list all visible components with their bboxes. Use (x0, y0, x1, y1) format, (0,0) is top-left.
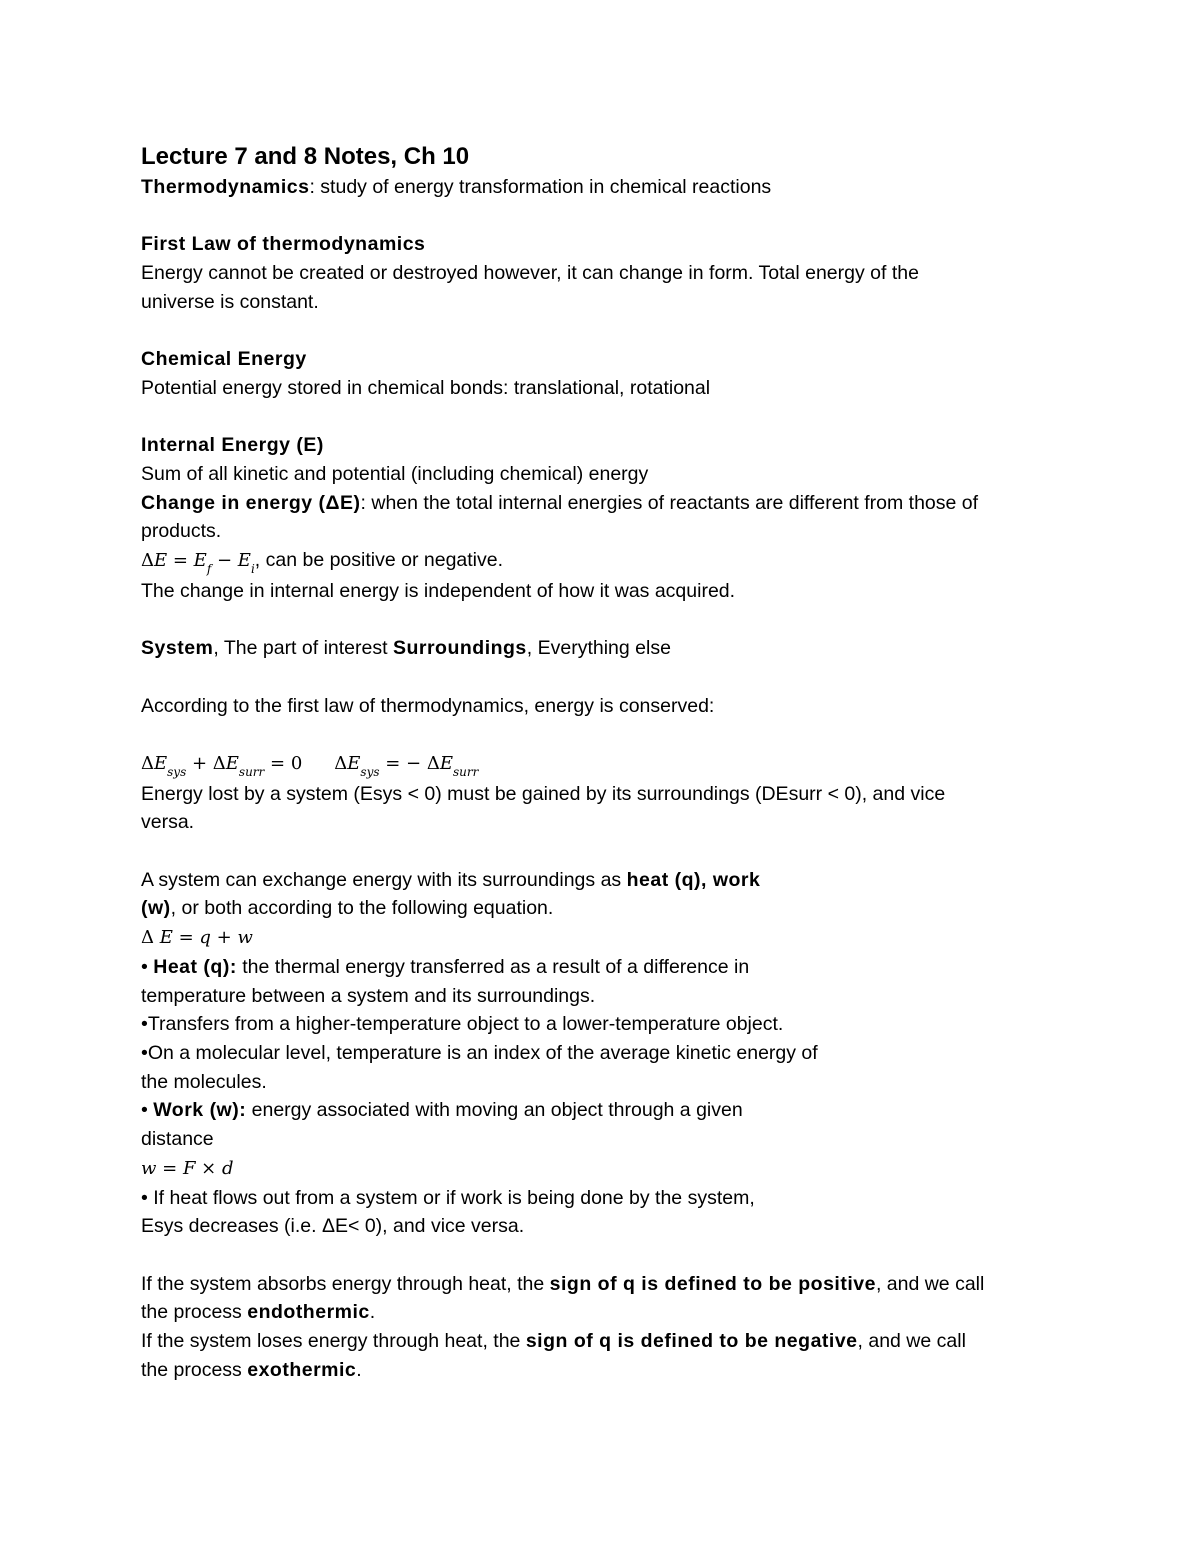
spacer (141, 403, 1071, 432)
delta-e-q-w-equation (141, 923, 1071, 953)
exchange-line-1 (141, 866, 1071, 895)
conservation-math (141, 752, 479, 779)
change-in-energy-line-1 (141, 489, 1071, 518)
page-title: Lecture 7 and 8 Notes, Ch 10 (141, 143, 470, 170)
equals-sign: = (156, 1157, 183, 1179)
spacer (141, 720, 1071, 749)
bullet: • (141, 1099, 154, 1122)
math-e: E (225, 752, 239, 774)
exchange-text: A system can exchange energy with its surroundings as (141, 868, 627, 891)
math-w: w (141, 1157, 157, 1179)
endo-text-2: the process (141, 1301, 248, 1324)
minus-sign: − (406, 752, 427, 774)
math-e: E (347, 752, 361, 774)
delta-symbol: Δ (141, 752, 154, 774)
exo-text: If the system loses energy through heat, the (141, 1330, 526, 1352)
math-e-initial: E (237, 550, 251, 572)
exo-text-2: the process (141, 1358, 248, 1381)
heat-def: the thermal energy transferred as a result of a difference in (236, 955, 750, 978)
work-math (141, 1158, 234, 1179)
endothermic-term: endothermic (247, 1301, 370, 1324)
energy-lost-line-1: Energy lost by a system (Esys < 0) must be gained by its surroundings (DEsurr < 0), and vice (141, 782, 946, 805)
heat-term: Heat (q): (153, 955, 237, 978)
endo-tail: , and we call (875, 1272, 985, 1295)
first-law-line-1: Energy cannot be created or destroyed however, it can change in form. Total energy of the (141, 262, 919, 285)
molecular-bullet-line-2: the molecules. (141, 1070, 267, 1093)
subscript-f: f (206, 562, 212, 577)
w-term: (w) (141, 897, 171, 920)
zero: 0 (290, 752, 303, 774)
internal-energy-heading-text: Internal Energy (E) (141, 434, 324, 457)
exothermic-line-1 (141, 1327, 1071, 1356)
heat-flow-line-2: Esys decreases (i.e. ΔE< 0), and vice versa. (141, 1215, 525, 1238)
math-q: q (199, 927, 211, 949)
delta-e-math (141, 550, 255, 577)
minus-sign: − (211, 550, 238, 572)
delta-symbol: Δ (334, 752, 348, 774)
chemical-energy-text: Potential energy stored in chemical bonds: translational, rotational (141, 376, 711, 399)
system-def: , The part of interest (213, 637, 393, 660)
energy-lost-line-2: versa. (141, 811, 195, 834)
document-body (141, 141, 1071, 1384)
internal-energy-heading (141, 431, 1071, 460)
math-e-final: E (193, 550, 207, 572)
independence-statement: The change in internal energy is independent of how it was acquired. (141, 579, 736, 602)
chemical-energy-heading-text: Chemical Energy (141, 348, 307, 371)
transfer-bullet: •Transfers from a higher-temperature object to a lower-temperature object. (141, 1013, 784, 1036)
heat-bullet-line-1 (141, 953, 1071, 982)
surroundings-term: Surroundings (392, 637, 527, 660)
delta-symbol: Δ (141, 550, 154, 572)
heat-bullet-line-2: temperature between a system and its surroundings. (141, 984, 596, 1007)
exchange-line-2 (141, 894, 1071, 923)
exo-tail: , and we call (857, 1330, 966, 1352)
thermodynamics-definition (141, 173, 1071, 202)
spacer (141, 1241, 1071, 1270)
subscript-sys: sys (167, 764, 187, 779)
surroundings-def: , Everything else (526, 637, 671, 660)
chemical-energy-heading (141, 345, 1071, 374)
math-f: F (182, 1157, 196, 1179)
delta-e-note: , can be positive or negative. (254, 549, 504, 572)
conservation-statement: According to the first law of thermodynamics, energy is conserved: (141, 694, 715, 717)
delta-symbol: Δ (141, 927, 154, 949)
bullet: • (141, 955, 154, 978)
plus-sign: + (186, 752, 213, 774)
plus-sign: + (210, 927, 238, 949)
work-def: energy associated with moving an object through a given (246, 1099, 743, 1122)
work-bullet-line-1 (141, 1096, 1071, 1125)
math-e: E (439, 752, 453, 774)
subscript-sys: sys (360, 764, 380, 779)
thermodynamics-term: Thermodynamics (141, 176, 310, 198)
system-term: System (141, 637, 214, 660)
equals-sign: = (264, 752, 291, 774)
subscript-surr: surr (238, 764, 265, 779)
subscript-surr: surr (453, 764, 479, 779)
equals-sign: = (167, 550, 194, 572)
exothermic-term: exothermic (247, 1358, 357, 1381)
delta-symbol: Δ (212, 752, 226, 774)
spacer (141, 663, 1071, 692)
period: . (356, 1358, 362, 1381)
spacer (141, 837, 1071, 866)
internal-energy-text: Sum of all kinetic and potential (including chemical) energy (141, 462, 649, 485)
conservation-equation (141, 749, 1071, 780)
delta-symbol: Δ (426, 752, 440, 774)
positive-sign-term: sign of q is defined to be positive (549, 1272, 876, 1295)
work-bullet-line-2: distance (141, 1128, 214, 1151)
math-d: d (221, 1157, 234, 1179)
math-e: E (154, 550, 168, 572)
spacer (141, 606, 1071, 635)
math-w: w (237, 927, 253, 949)
equals-sign: = (172, 927, 200, 949)
times-sign: × (195, 1157, 222, 1179)
heat-flow-line-1: • If heat flows out from a system or if work is being done by the system, (141, 1186, 755, 1209)
endothermic-line-1 (141, 1270, 1071, 1299)
equals-sign: = (379, 752, 407, 774)
math-e: E (154, 752, 168, 774)
endothermic-line-2 (141, 1298, 1071, 1327)
subscript-i: i (250, 562, 255, 577)
endo-text: If the system absorbs energy through heat, the (141, 1272, 550, 1295)
molecular-bullet-line-1: •On a molecular level, temperature is an index of the average kinetic energy of (141, 1041, 818, 1064)
heat-work-term: heat (q), work (626, 868, 761, 891)
thermodynamics-def-text: : study of energy transformation in chemical reactions (309, 176, 772, 198)
spacer (141, 202, 1071, 231)
change-in-energy-term: Change in energy (ΔE) (141, 491, 361, 514)
system-surroundings-line (141, 634, 1071, 663)
first-law-heading-text: First Law of thermodynamics (141, 233, 426, 256)
spacer (141, 317, 1071, 346)
first-law-line-2: universe is constant. (141, 290, 319, 313)
work-term: Work (w): (153, 1099, 247, 1122)
change-in-energy-def: : when the total internal energies of reactants are different from those of (360, 491, 979, 514)
qw-math (141, 927, 253, 948)
first-law-heading (141, 230, 1071, 259)
delta-e-equation (141, 546, 1071, 577)
exchange-tail: , or both according to the following equation. (170, 897, 554, 920)
math-e: E (159, 927, 173, 949)
exothermic-line-2 (141, 1356, 1071, 1385)
change-in-energy-line-2: products. (141, 520, 222, 543)
period: . (369, 1301, 376, 1324)
negative-sign-term: sign of q is defined to be negative (525, 1330, 858, 1352)
work-equation (141, 1154, 1071, 1184)
